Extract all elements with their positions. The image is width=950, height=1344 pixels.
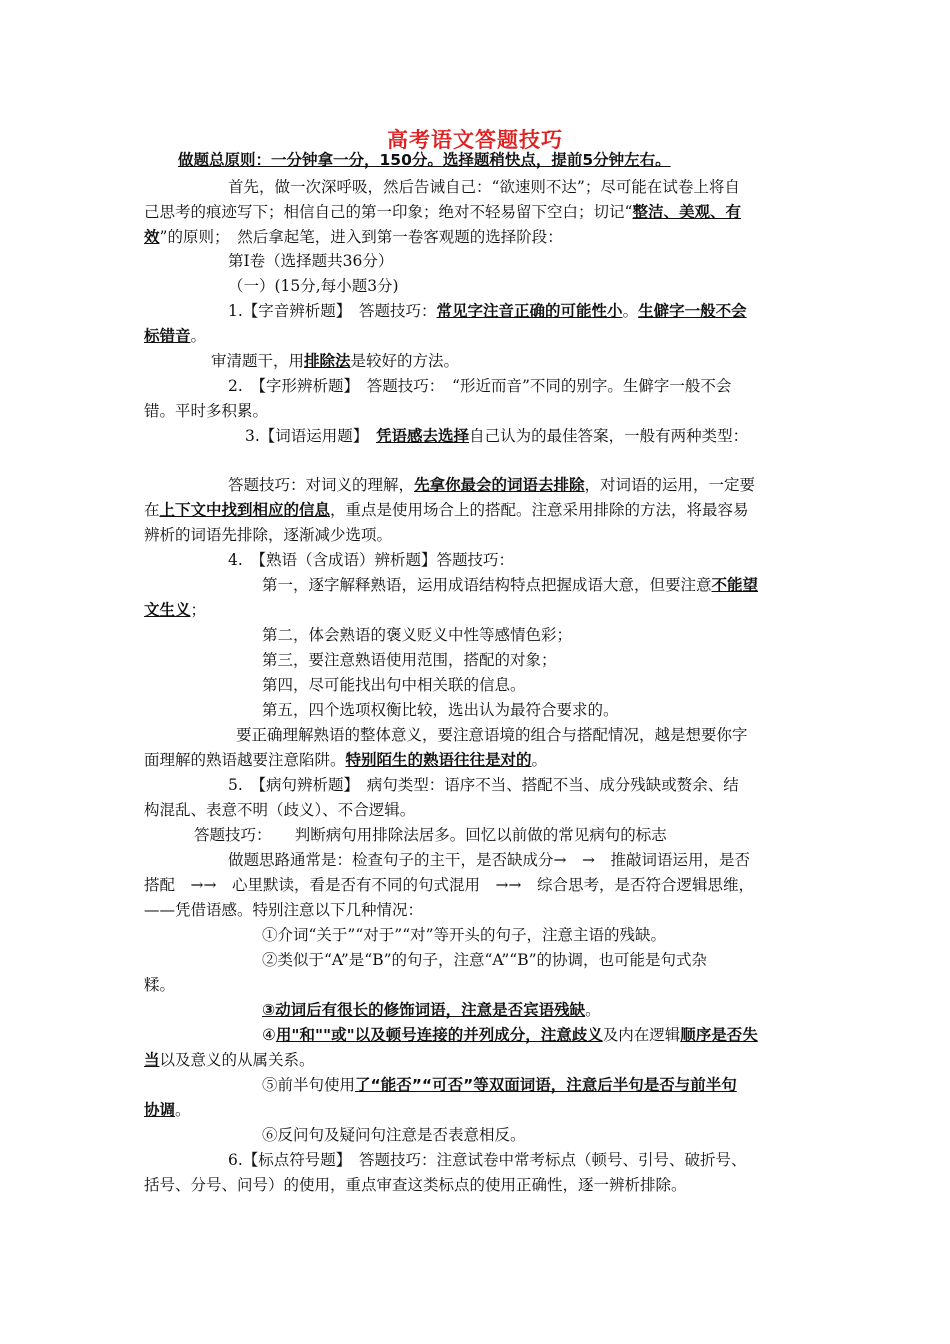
q5-tip: 答题技巧： 判断病句用排除法居多。回忆以前做的常见病句的标志 <box>194 826 667 844</box>
intro-line-2: 己思考的痕迹写下；相信自己的第一印象；绝对不轻易留下空白；切记“整洁、美观、有 <box>144 203 741 221</box>
intro-line-3: 效”的原则； 然后拿起笔，进入到第一卷客观题的选择阶段： <box>144 228 563 246</box>
q3-tip-line-2: 在上下文中找到相应的信息，重点是使用场合上的搭配。注意采用排除的方法，将最容易 <box>144 501 749 519</box>
q1-note: 审清题干，用排除法是较好的方法。 <box>211 352 460 370</box>
q5-case-4-cont: 当以及意义的从属关系。 <box>144 1051 315 1069</box>
q5-case-4: ④用"和""或"以及顿号连接的并列成分，注意歧义及内在逻辑顺序是否失 <box>262 1026 758 1044</box>
q5-case-1: ①介词“关于”“对于”“对”等开头的句子，注意主语的残缺。 <box>262 926 667 944</box>
q4-step-1-cont: 文生义； <box>144 601 207 619</box>
q5-case-5: ⑤前半句使用了“能否”“可否”等双面词语，注意后半句是否与前半句 <box>262 1076 737 1094</box>
document-title: 高考语文答题技巧 <box>387 128 563 152</box>
q5-case-2-cont: 糅。 <box>144 976 176 994</box>
q5-approach-3: ——凭借语感。特别注意以下几种情况： <box>144 901 424 919</box>
q3-tip-line-1: 答题技巧：对词义的理解，先拿你最会的词语去排除，对词语的运用，一定要 <box>228 476 756 494</box>
q2-line-2: 错。平时多积累。 <box>144 402 269 420</box>
q5-case-5-cont: 协调。 <box>144 1101 191 1119</box>
q4-heading: 4. 【熟语（含成语）辨析题】答题技巧： <box>228 551 515 569</box>
q2-line-1: 2. 【字形辨析题】 答题技巧： “形近而音”不同的别字。生僻字一般不会 <box>228 377 732 395</box>
q1-line-2: 标错音。 <box>144 327 207 345</box>
q6-line-2: 括号、分号、问号）的使用，重点审查这类标点的使用正确性，逐一辨析排除。 <box>144 1176 687 1194</box>
q4-step-3: 第三，要注意熟语使用范围，搭配的对象； <box>262 651 557 669</box>
q5-approach-2: 搭配 →→ 心里默读，看是否有不同的句式混用 →→ 综合思考，是否符合逻辑思维， <box>144 876 754 894</box>
q5-case-2: ②类似于“A”是“B”的句子，注意“A”“B”的协调，也可能是句式杂 <box>262 951 708 969</box>
q1-line-1: 1.【字音辨析题】 答题技巧：常见字注音正确的可能性小。生僻字一般不会 <box>228 302 747 320</box>
q4-para-1: 要正确理解熟语的整体意义，要注意语境的组合与搭配情况，越是想要你字 <box>236 726 748 744</box>
q4-step-4: 第四，尽可能找出句中相关联的信息。 <box>262 676 526 694</box>
q4-step-5: 第五，四个选项权衡比较，选出认为最符合要求的。 <box>262 701 619 719</box>
q4-step-1: 第一，逐字解释熟语，运用成语结构特点把握成语大意，但要注意不能望 <box>262 576 759 594</box>
intro-line-1: 首先，做一次深呼吸，然后告诫自己：“欲速则不达”；尽可能在试卷上将自 <box>228 178 740 196</box>
volume-heading: 第Ⅰ卷（选择题共36分） <box>228 252 394 270</box>
part-heading: （一）(15分,每小题3分) <box>228 277 399 295</box>
q5-case-3: ③动词后有很长的修饰词语，注意是否宾语残缺。 <box>262 1001 601 1019</box>
q4-para-2: 面理解的熟语越要注意陷阱。特别陌生的熟语往往是对的。 <box>144 751 548 769</box>
q5-approach-1: 做题思路通常是：检查句子的主干，是否缺成分→ → 推敲词语运用，是否 <box>228 851 750 869</box>
q6-line-1: 6.【标点符号题】 答题技巧：注意试卷中常考标点（顿号、引号、破折号、 <box>228 1151 747 1169</box>
q5-line-1: 5. 【病句辨析题】 病句类型：语序不当、搭配不当、成分残缺或赘余、结 <box>228 776 739 794</box>
q4-step-2: 第二，体会熟语的褒义贬义中性等感情色彩； <box>262 626 573 644</box>
q3-tip-line-3: 辨析的词语先排除，逐渐减少选项。 <box>144 526 393 544</box>
q5-case-6: ⑥反问句及疑问句注意是否表意相反。 <box>262 1126 526 1144</box>
q3-line: 3.【词语运用题】 凭语感去选择自己认为的最佳答案，一般有两种类型： <box>245 427 749 445</box>
q5-line-2: 构混乱、表意不明（歧义）、不合逻辑。 <box>144 801 416 819</box>
principle-line: 做题总原则：一分钟拿一分，150分。选择题稍快点，提前5分钟左右。 <box>178 151 671 169</box>
